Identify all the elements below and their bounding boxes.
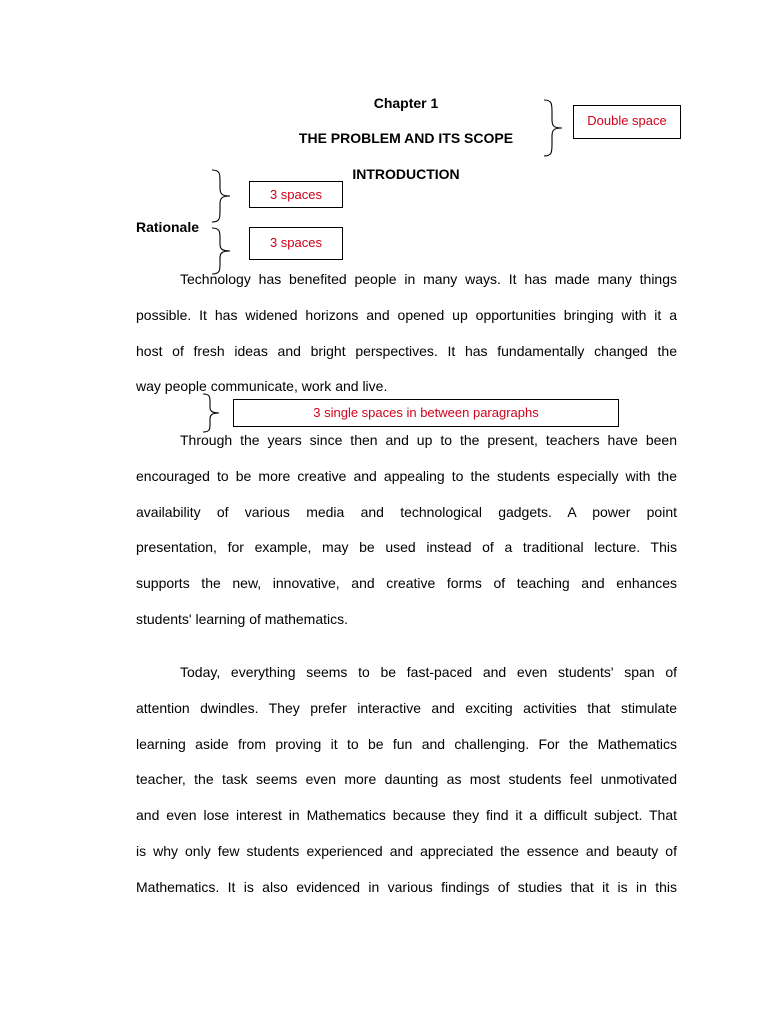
paragraph-line: Through the years since then and up to the present, teachers have been	[180, 432, 677, 448]
paragraph-2	[136, 423, 677, 638]
chapter-title: THE PROBLEM AND ITS SCOPE	[298, 130, 514, 146]
paragraph-line: possible. It has widened horizons and opened up opportunities bringing with it a	[136, 306, 677, 323]
paragraph-line: and even lose interest in Mathematics because they find it a difficult subject. That	[136, 807, 677, 824]
annotation-three-spaces-bottom: 3 spaces	[249, 227, 343, 260]
paragraph-line: host of fresh ideas and bright perspectives. It has fundamentally changed the	[136, 342, 677, 359]
paragraph-line: Today, everything seems to be fast-paced and even students' span of	[180, 664, 677, 680]
paragraph-line: way people communicate, work and live.	[136, 378, 388, 395]
curly-brace-right-icon	[208, 168, 238, 224]
section-title: INTRODUCTION	[352, 166, 460, 182]
paragraph-line: teacher, the task seems even more daunting as most students feel unmotivated	[136, 771, 677, 788]
chapter-label: Chapter 1	[373, 95, 439, 111]
paragraph-1	[136, 262, 677, 405]
paragraph-line: Mathematics. It is also evidenced in various findings of studies that it is in this	[136, 878, 677, 895]
annotation-between-paragraphs: 3 single spaces in between paragraphs	[233, 399, 619, 427]
paragraph-line: supports the new, innovative, and creative forms of teaching and enhances	[136, 575, 677, 592]
paragraph-line: encouraged to be more creative and appealing to the students especially with the	[136, 467, 677, 484]
paragraph-line: is why only few students experienced and appreciated the essence and beauty of	[136, 842, 677, 859]
paragraph-line: students' learning of mathematics.	[136, 610, 349, 627]
paragraph-line: attention dwindles. They prefer interactive and exciting activities that stimulate	[136, 699, 677, 716]
annotation-three-spaces-top: 3 spaces	[249, 181, 343, 208]
paragraph-line: presentation, for example, may be used instead of a traditional lecture. This	[136, 539, 677, 556]
annotation-double-space: Double space	[573, 105, 681, 139]
paragraph-line: Technology has benefited people in many ways. It has made many things	[180, 271, 677, 287]
subsection-title: Rationale	[136, 219, 200, 235]
paragraph-line: availability of various media and technological gadgets. A power point	[136, 503, 677, 520]
paragraph-line: learning aside from proving it to be fun and challenging. For the Mathematics	[136, 735, 677, 752]
paragraph-3	[136, 655, 677, 906]
curly-brace-right-icon	[540, 98, 570, 158]
